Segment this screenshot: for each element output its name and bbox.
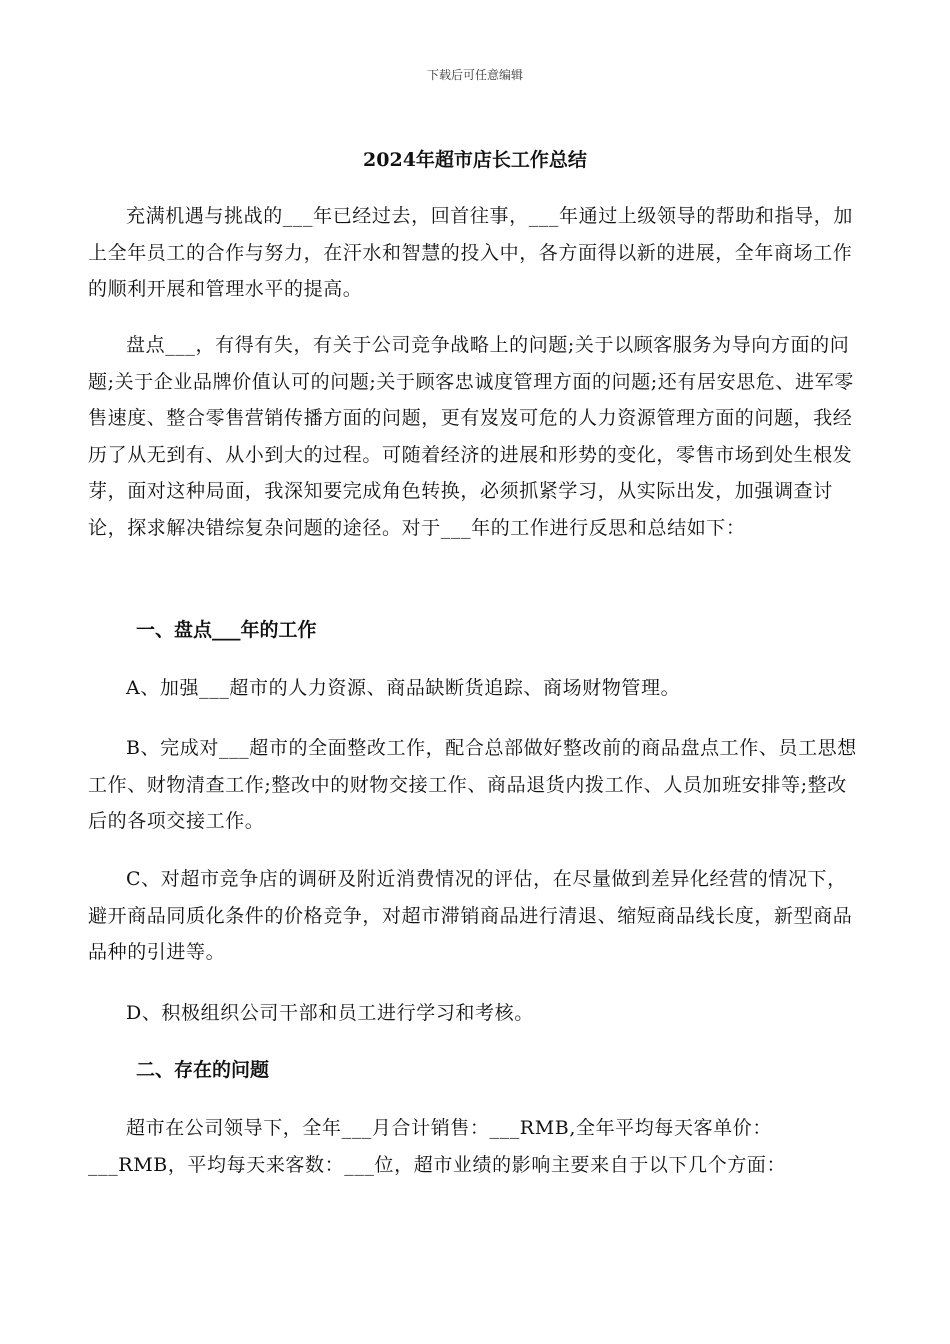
paragraph-item-a xyxy=(88,670,864,707)
section-heading-2: 二、存在的问题 xyxy=(136,1059,270,1081)
paragraph-item-c xyxy=(88,861,864,971)
paragraph-text: D、积极组织公司干部和员工进行学习和考核。 xyxy=(126,1002,534,1024)
paragraph-text: C、对超市竞争店的调研及附近消费情况的评估，在尽量做到差异化经营的情况下，避开商品同质化条件的价格竞争，对超市滞销商品进行清退、缩短商品线长度，新型商品品种的引进等。 xyxy=(88,868,853,963)
header-watermark: 下载后可任意编辑 xyxy=(426,68,523,82)
paragraph-text: B、完成对___超市的全面整改工作，配合总部做好整改前的商品盘点工作、员工思想工作、财物清查工作;整改中的财物交接工作、商品退货内拨工作、人员加班安排等;整改后的各项交接工作。 xyxy=(88,737,857,832)
paragraph-intro xyxy=(88,198,864,308)
paragraph-text: 充满机遇与挑战的___年已经过去，回首往事，___年通过上级领导的帮助和指导，加上全年员工的合作与努力，在汗水和智慧的投入中，各方面得以新的进展，全年商场工作的顺利开展和管理水平的提高。 xyxy=(88,205,854,300)
section-heading-1: 一、盘点___年的工作 xyxy=(136,619,317,641)
paragraph-item-b xyxy=(88,730,864,840)
paragraph-text: 超市在公司领导下，全年___月合计销售：___RMB,全年平均每天客单价：___RMB，平均每天来客数：___位，超市业绩的影响主要来自于以下几个方面： xyxy=(88,1117,787,1176)
paragraph-item-d xyxy=(88,995,864,1032)
paragraph-review xyxy=(88,327,864,546)
document-title: 2024年超市店长工作总结 xyxy=(363,149,587,171)
paragraph-issues xyxy=(88,1110,864,1183)
paragraph-text: A、加强___超市的人力资源、商品缺断货追踪、商场财物管理。 xyxy=(126,677,681,699)
paragraph-text: 盘点___，有得有失，有关于公司竞争战略上的问题;关于以顾客服务为导向方面的问题;关于企业品牌价值认可的问题;关于顾客忠诚度管理方面的问题;还有居安思危、进军零售速度、整合零售营销传播方面的问题，更有岌岌可危的人力资源管理方面的问题，我经历了从无到有、从小到大的过程。可随着经济的进展和形势的变化，零售市场到处生根发芽，面对这种局面，我深知要完成角色转换，必须抓紧学习，从实际出发，加强调查讨论，探求解决错综复杂问题的途径。对于___年的工作进行反思和总结如下： xyxy=(88,334,854,539)
